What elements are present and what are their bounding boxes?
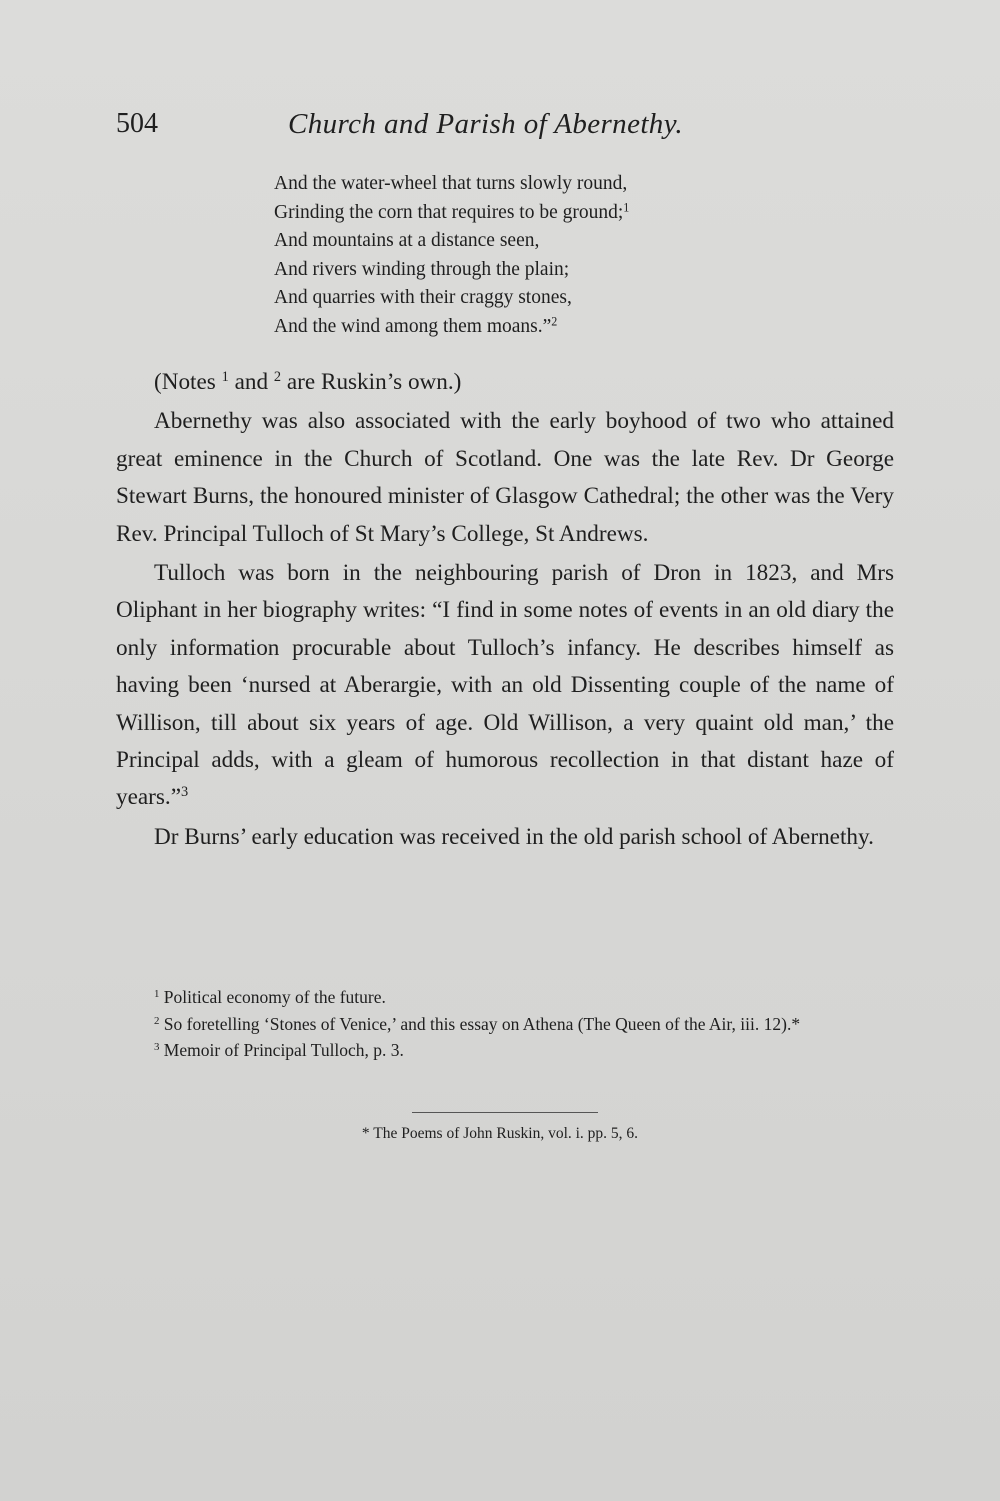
footnote-ref: 1	[623, 199, 630, 214]
page-header	[116, 108, 896, 148]
page-number: 504	[116, 108, 158, 139]
quoted-verse	[274, 170, 894, 341]
verse-line: And rivers winding through the plain;	[274, 258, 570, 280]
verse-line: Grinding the corn that requires to be ground;$^1$	[274, 199, 630, 223]
verse-line: And quarries with their craggy stones,	[274, 287, 572, 308]
body-text	[116, 364, 894, 856]
footnote-ref: 2	[551, 313, 558, 328]
paragraph-burns: Dr Burns’ early education was received in the old parish school of Abernethy.	[154, 823, 874, 850]
bottom-footnote: * The Poems of John Ruskin, vol. i. pp. 5, 6.	[361, 1125, 639, 1142]
paragraph-tulloch: Tulloch was born in the neighbouring parish of Dron in 1823, and Mrs Oliphant in her biography writes: “I find in some notes of events in an old diary the only information procurable about Tulloch’s infancy. He describes himself as having been ‘nursed at Aberargie, with an old Dissenting couple of the name of Willison, till about six years of age. Old Willison, a very quaint old man,’ the Principal adds, with a gleam of humorous recollection in that distant haze of years.”$^3$	[116, 560, 894, 811]
footnote-divider	[412, 1112, 598, 1113]
footnote: $^2$ So foretelling ‘Stones of Venice,’ and this essay on Athena (The Queen of the Air, iii. 12).*	[154, 1013, 801, 1034]
paragraph-abernethy: Abernethy was also associated with the early boyhood of two who attained great eminence in the Church of Scotland. One was the late Rev. Dr George Stewart Burns, the honoured minister of Glasgow Cathedral; the other was the Very Rev. Principal Tulloch of St Mary’s College, St Andrews.	[116, 408, 894, 547]
footnote: $^1$ Political economy of the future.	[154, 987, 386, 1007]
verse-line: And mountains at a distance seen,	[274, 230, 540, 251]
running-title: Church and Parish of Abernethy.	[288, 108, 684, 140]
footnote: $^3$ Memoir of Principal Tulloch, p. 3.	[154, 1040, 404, 1060]
footnote-ref: 3	[181, 784, 189, 801]
notes-remark: (Notes $^1$ and $^2$ are Ruskin’s own.)	[154, 369, 462, 395]
footnotes	[116, 985, 894, 1065]
verse-line: And the water-wheel that turns slowly round,	[274, 173, 628, 194]
verse-line: And the wind among them moans.”$^2$	[274, 313, 558, 337]
